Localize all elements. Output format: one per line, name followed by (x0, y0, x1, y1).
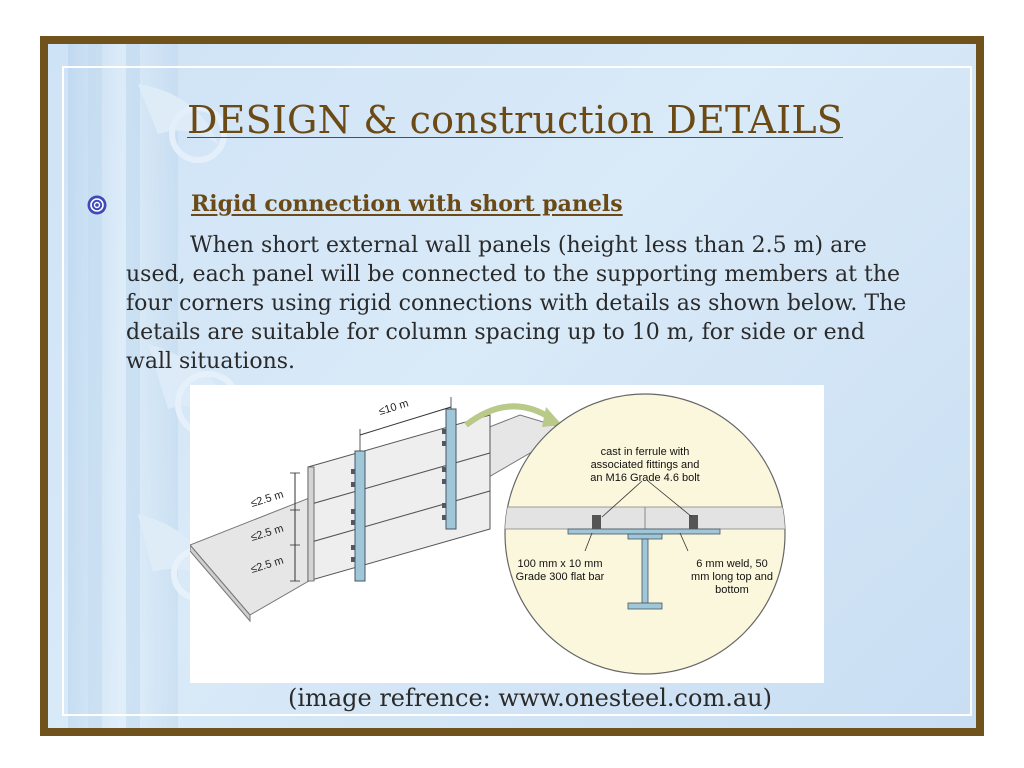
flat-bar (568, 529, 720, 534)
connection-diagram-svg (190, 385, 824, 683)
callout-text: bottom (715, 584, 749, 596)
section-subheading: Rigid connection with short panels (191, 191, 623, 217)
connection-diagram (190, 385, 824, 683)
bolt-icon (592, 515, 601, 529)
callout-text: associated fittings and (590, 459, 700, 471)
height-label: ≤2.5 m (249, 554, 285, 576)
slide-title: DESIGN & construction DETAILS (186, 98, 843, 142)
height-label: ≤2.5 m (249, 522, 285, 544)
callout-text: cast in ferrule with (600, 446, 690, 458)
height-label: ≤2.5 m (249, 488, 285, 510)
i-beam-web (642, 539, 648, 603)
body-paragraph: When short external wall panels (height less than 2.5 m) are used, each panel will be connected to the supporting members at the four corners using rigid connections with details as shown below. The details are suitable for column spacing up to 10 m, for side or end wall situations. (126, 233, 907, 374)
steel-column (355, 451, 365, 581)
steel-column (446, 409, 456, 529)
panel-section (490, 507, 810, 529)
bolt-icon (689, 515, 698, 529)
i-beam-flange (628, 603, 662, 609)
callout-text: 100 mm x 10 mm (517, 558, 603, 570)
spacing-label: ≤10 m (377, 397, 411, 418)
callout-text: mm long top and (691, 571, 773, 583)
spiral-bullet-icon (86, 194, 108, 216)
callout-text: 6 mm weld, 50 (696, 558, 768, 570)
callout-text: Grade 300 flat bar (515, 571, 605, 583)
i-beam-flange (628, 534, 662, 539)
image-caption: (image refrence: www.onesteel.com.au) (288, 684, 772, 712)
callout-text: an M16 Grade 4.6 bolt (590, 472, 700, 484)
